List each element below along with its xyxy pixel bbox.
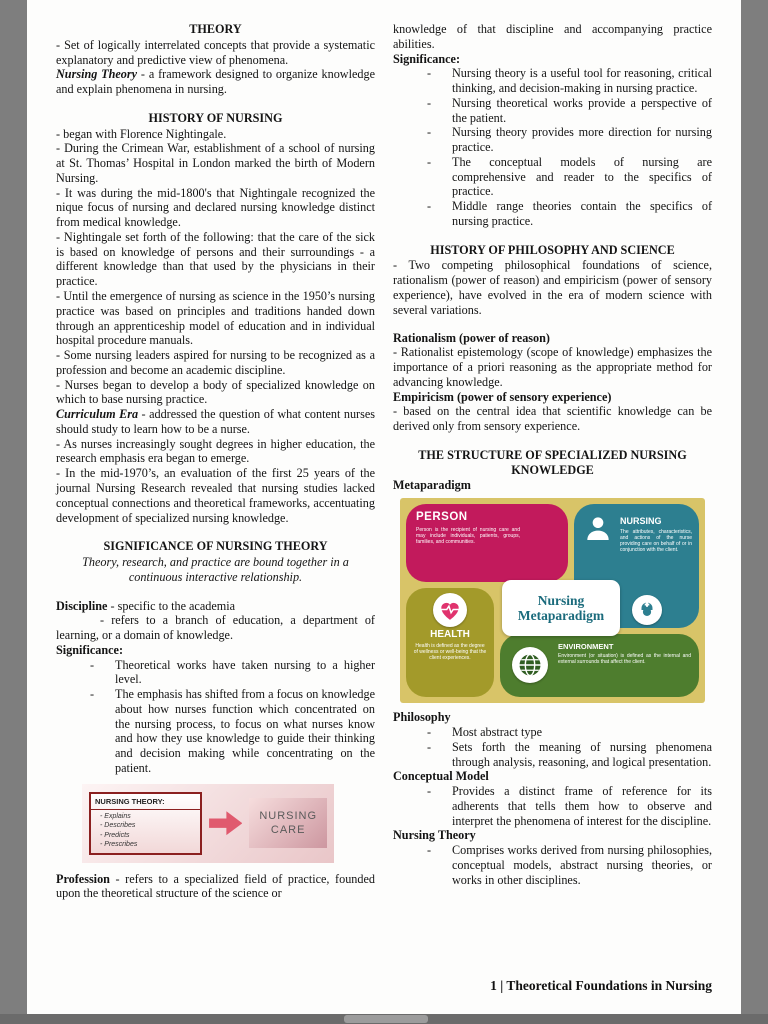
person-quadrant [406,504,568,582]
list-item [427,784,712,828]
bullet-dash: - [90,687,95,702]
list-item-text: Sets forth the meaning of nursing phenomena through analysis, reasoning, and logical presentation. [452,739,712,769]
environment-quadrant-label: ENVIRONMENT [558,642,614,652]
list-item [427,843,712,887]
paragraph [56,599,375,614]
bullet-list [393,843,712,887]
paragraph [56,67,375,97]
paragraph [393,404,712,434]
list-item-text: The emphasis has shifted from a focus on knowledge about how nurses function which concentrated on the nursing process, to focus on what nurses know and how they use knowledge to guide their thinking and decision making while concentrating on the patient. [115,687,375,775]
paragraph-text: - refers to a specialized field of practice, founded upon the theoretical structure of the science or [56,871,375,901]
paragraph-text: - addressed the question of what content nurses should study to learn how to be a nurse. [56,407,375,436]
paragraph [393,478,712,493]
section-heading: THEORY [189,22,242,36]
paragraph-text: Empiricism (power of sensory experience) [393,389,612,404]
list-item [427,199,712,229]
health-quadrant-desc: Health is defined as the degree of wellness or well-being that the client experiences. [413,643,487,662]
paragraph-lead: Profession [56,871,110,886]
environment-quadrant-desc: Environment (or situation) is defined as the internal and external surrounds that affect the client. [558,653,691,666]
nursing-quadrant-text [620,516,692,553]
nursing-metaparadigm-figure [400,498,705,703]
health-quadrant-label: HEALTH [430,629,470,641]
paragraph-text: Theory, research, and practice are bound together in a continuous interactive relationship. [82,555,349,584]
nursing-theory-box-items [91,810,200,853]
paragraph [56,289,375,348]
list-item [427,66,712,96]
nursing-quadrant-desc: The attributes, characteristics, and actions of the nurse providing care on behalf of or in conjunction with the client. [620,529,692,554]
paragraph-text: - It was during the mid-1800's that Nightingale recognized the nique focus of nursing and declared nursing knowledge distinct from medical knowledge. [56,185,375,230]
paragraph-text: - based on the central idea that scientific knowledge can be derived only from sensory experience. [393,404,712,434]
section-heading: HISTORY OF NURSING [148,110,283,125]
list-item-text: Theoretical works have taken nursing to a higher level. [115,657,375,687]
document-page [27,0,741,1014]
list-item-text: Most abstract type [452,724,543,739]
paragraph [393,22,712,52]
paragraph [393,769,712,784]
section-heading: THE STRUCTURE OF SPECIALIZED NURSING KNOWLEDGE [418,447,687,477]
paragraph-text: - refers to a branch of education, a department of learning, or a domain of knowledge. [56,613,375,643]
paragraph-text: - Rationalist epistemology (scope of knowledge) emphasizes the importance of a priori reasoning as the appropriate method for advancing knowledge. [393,345,712,389]
paragraph [56,407,375,437]
nt-item: - Prescribes [100,841,138,849]
paragraph [56,38,375,68]
paragraph [393,258,712,317]
list-item-text: Provides a distinct frame of reference for its adherents that tells them how to observe and interpret the phenomena of interest for the discipline. [452,784,712,828]
bullet-dash: - [427,724,432,739]
paragraph [56,872,375,902]
bullet-list [56,658,375,776]
list-item-text: The conceptual models of nursing are comprehensive and reader to the specifics of practice. [452,154,712,199]
paragraph-lead: Curriculum Era [56,407,139,422]
bullet-dash: - [427,125,432,140]
paragraph [393,828,712,843]
environment-quadrant [500,634,699,697]
paragraph [393,390,712,405]
paragraph-text: - Some nursing leaders aspired for nursing to be recognized as a profession and become an academic discipline. [56,348,375,377]
bullet-dash: - [427,199,432,214]
page-footer: 1 | Theoretical Foundations in Nursing [490,978,712,993]
paragraph-text: - Until the emergence of nursing as science in the 1950’s nursing practice was based on principles and traditions handed down through an apprenticeship model of education and in individual hospital procedure manuals. [56,289,375,348]
nursing-theory-box [89,792,202,855]
paragraph [393,52,712,67]
nursing-theory-flow-figure [82,784,334,863]
bullet-dash: - [90,657,95,672]
list-item-text: Nursing theoretical works provide a perspective of the patient. [452,95,712,125]
nurse-icon [632,595,662,625]
paragraph [393,710,712,725]
list-item [427,155,712,199]
globe-icon [512,647,548,683]
nt-item: - Predicts [100,831,130,839]
bullet-dash: - [427,843,432,858]
paragraph-text: knowledge of that discipline and accompanying practice abilities. [393,22,712,51]
list-item-text: Comprises works derived from nursing philosophies, conceptual models, abstract nursing theories, or works in other disciplines. [452,843,712,887]
nursing-care-box: NURSING CARE [249,798,327,848]
list-item-text: Nursing theory is a useful tool for reasoning, critical thinking, and decision-making in nursing practice. [452,66,712,96]
paragraph-text: - Nurses began to develop a body of specialized knowledge on which to base nursing practice. [56,377,375,407]
environment-quadrant-text [558,634,699,665]
paragraph [56,230,375,289]
section-heading: HISTORY OF PHILOSOPHY AND SCIENCE [430,242,675,257]
paragraph-text: - Nightingale set forth of the following: that the care of the sick is based on knowledge of persons and their surroundings - a different knowledge than that used by the physicians in their practice. [56,229,375,289]
bullet-dash: - [427,784,432,799]
paragraph-text: - a framework designed to organize knowledge and explain phenomena in nursing. [56,67,375,97]
person-quadrant-label: PERSON [416,511,468,524]
list-item [90,658,375,688]
metaparadigm-center-label: Nursing Metaparadigm [502,580,620,636]
paragraph-lead: Nursing Theory [56,67,138,82]
viewer-bottom-bar [0,1014,768,1024]
paragraph-text: Rationalism (power of reason) [393,330,550,345]
paragraph-text: - Set of logically interrelated concepts that provide a systematic explanatory and predictive view of phenomena. [56,37,375,67]
list-item [427,125,712,155]
flow-arrow-icon [209,810,242,836]
list-item [90,687,375,776]
paragraph [56,348,375,378]
paragraph [393,345,712,389]
paragraph-text: Nursing Theory [393,828,476,843]
nt-item: - Explains [100,812,131,820]
section-heading: SIGNIFICANCE OF NURSING THEORY [103,539,328,554]
paragraph [56,127,375,142]
paragraph-text: Conceptual Model [393,769,489,784]
paragraph-text: - During the Crimean War, establishment of a school of nursing at St. Thomas’ Hospital in London marked the birth of Modern Nursing. [56,141,375,185]
bullet-list [393,784,712,828]
paragraph-text: - As nurses increasingly sought degrees in higher education, the research emphasis era began to emerge. [56,436,375,466]
person-icon [582,512,614,548]
paragraph-text: Significance: [393,51,461,66]
paragraph [393,331,712,346]
paragraph [56,186,375,230]
bullet-dash: - [427,739,432,754]
paragraph-text: Significance: [56,642,124,657]
nursing-theory-box-title: NURSING THEORY: [91,794,200,810]
paragraph [56,141,375,185]
scrollbar-handle[interactable] [344,1015,428,1023]
list-item [427,96,712,126]
paragraph [56,555,375,585]
paragraph [56,466,375,525]
paragraph-text: - In the mid-1970’s, an evaluation of the first 25 years of the journal Nursing Research revealed that nursing studies lacked conceptual connections and theoretical frameworks, accentuating development of specialized nursing knowledge. [56,466,375,525]
left-column [56,22,375,901]
bullet-dash: - [427,66,432,81]
paragraph-text: Metaparadigm [393,478,471,493]
paragraph-text: Philosophy [393,710,451,725]
nursing-quadrant-label: NURSING [620,516,662,527]
list-item-text: Middle range theories contain the specifics of nursing practice. [452,199,712,228]
paragraph-text: - specific to the academia [107,598,236,613]
paragraph [56,378,375,408]
paragraph-text: - Two competing philosophical foundations of science, rationalism (power of reason) and empiricism (power of sensory experience), have evolved in the era of modern science with several variations. [393,258,712,317]
paragraph-text: - began with Florence Nightingale. [56,126,227,141]
paragraph [56,643,375,658]
paragraph [56,437,375,467]
list-item [427,740,712,770]
bullet-list [393,725,712,769]
bullet-dash: - [427,154,432,169]
nt-item: - Describes [100,822,136,830]
health-quadrant [406,588,494,697]
right-column [393,22,712,901]
paragraph-lead: Discipline [56,598,108,613]
two-column-layout [56,22,712,901]
list-item [427,725,712,740]
paragraph [56,613,375,643]
person-quadrant-desc: Person is the recipient of nursing care and may include individuals, patients, groups, families, and communities. [416,527,520,546]
list-item-text: Nursing theory provides more direction for nursing practice. [452,125,712,155]
bullet-dash: - [427,95,432,110]
heart-icon [433,593,467,627]
bullet-list [393,66,712,228]
